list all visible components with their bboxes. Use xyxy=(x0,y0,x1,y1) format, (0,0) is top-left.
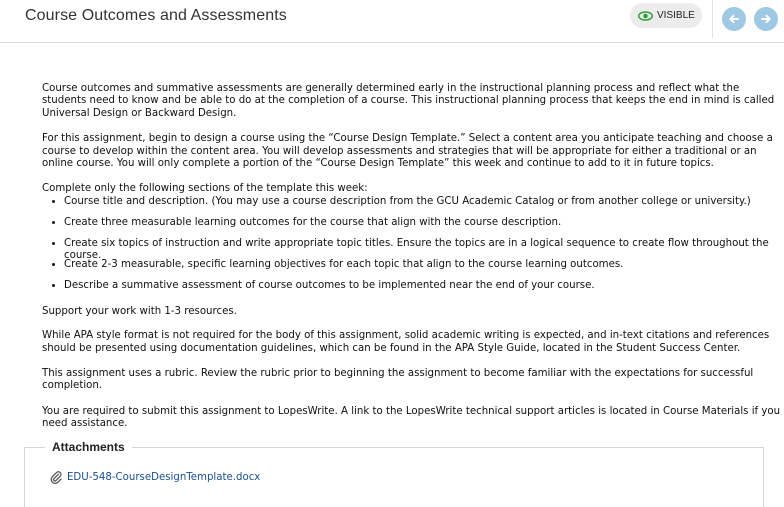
attachments-panel xyxy=(24,440,764,507)
attachments-heading: Attachments xyxy=(45,440,132,454)
attachment-link[interactable]: EDU-548-CourseDesignTemplate.docx xyxy=(67,471,261,483)
assignment-body xyxy=(42,83,784,444)
list-item: • Create three measurable learning outcomes for the course that align with the course description. xyxy=(64,217,784,238)
attachment-item xyxy=(49,470,260,484)
list-item: • Course title and description. (You may use a course description from the GCU Academic Catalog or from another college or university.) xyxy=(64,196,784,217)
arrow-right-icon xyxy=(760,13,772,25)
lopeswrite-paragraph: You are required to submit this assignment to LopesWrite. A link to the LopesWrite technical support articles is located in Course Materials if you need assistance. xyxy=(42,405,781,430)
list-item: • Create 2-3 measurable, specific learning objectives for each topic that align to the course learning outcomes. xyxy=(64,259,784,280)
visibility-toggle[interactable] xyxy=(630,3,702,28)
header-divider xyxy=(712,0,713,38)
next-button[interactable] xyxy=(754,7,778,31)
paperclip-icon xyxy=(49,470,63,484)
list-item: • Create six topics of instruction and write appropriate topic titles. Ensure the topics are in a logical sequence to create flow throughout the course. xyxy=(64,238,784,259)
list-item: • Describe a summative assessment of course outcomes to be implemented near the end of your course. xyxy=(64,280,784,298)
page-title: Course Outcomes and Assessments xyxy=(25,7,287,24)
apa-paragraph: While APA style format is not required for the body of this assignment, solid academic writing is expected, and in-text citations and references should be presented using documentation guidelines, which can be found in the APA Style Guide, located in the Student Success Center. xyxy=(42,330,770,354)
rubric-paragraph: This assignment uses a rubric. Review the rubric prior to beginning the assignment to become familiar with the expectations for successful completion. xyxy=(42,368,754,392)
sections-intro: Complete only the following sections of the template this week: xyxy=(42,183,368,195)
page-header xyxy=(0,0,784,43)
intro-paragraph: Course outcomes and summative assessments are generally determined early in the instructional planning process and reflect what the students need to know and be able to do at the completion of a course. This instructional planning process that keeps the end in mind is called Universal Design or Backward Design. xyxy=(42,83,775,119)
previous-button[interactable] xyxy=(722,7,746,31)
visibility-label: VISIBLE xyxy=(657,10,695,21)
instructions-paragraph: For this assignment, begin to design a course using the “Course Design Template.” Select a content area you anticipate teaching and choose a course to develop within the content area. You will develop assessments and strategies that will be appropriate for either a traditional or an online course. You will only complete a portion of the “Course Design Template” this week and continue to add to it in future topics. xyxy=(42,133,773,170)
resources-paragraph: Support your work with 1-3 resources. xyxy=(42,305,237,317)
eye-icon xyxy=(638,11,653,21)
sections-list xyxy=(42,196,784,298)
arrow-left-icon xyxy=(728,13,740,25)
